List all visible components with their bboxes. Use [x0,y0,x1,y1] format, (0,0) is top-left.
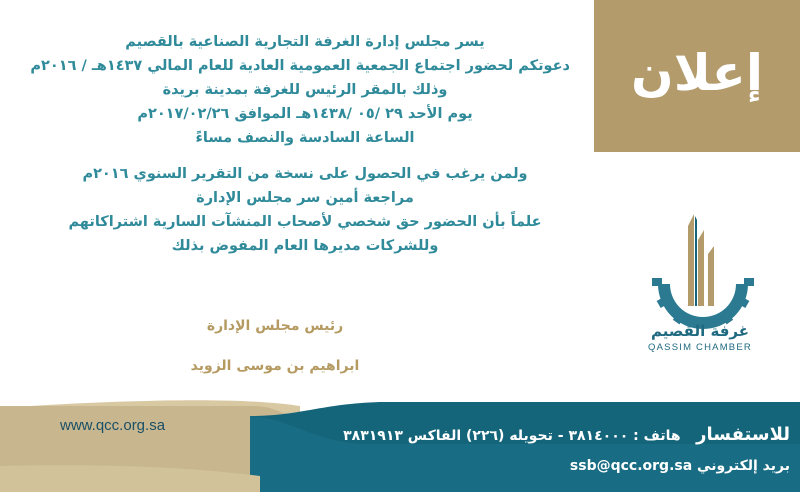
contact-phones-row [300,424,790,445]
body-line: دعوتكم لحضور اجتماع الجمعية العمومية العادية للعام المالي ١٤٣٧هـ / ٢٠١٦م [30,58,570,74]
body-line: وذلك بالمقر الرئيس للغرفة بمدينة بريدة [162,82,448,98]
body-line: يوم الأحد ٢٩ /٠٥ /١٤٣٨هـ الموافق ٢٠١٧/٠٢/٢٦م [137,106,473,122]
signature-name: ابراهيم بن موسى الزويد [190,358,360,374]
phone-numbers: هاتف : ٣٨١٤٠٠٠ - تحويله (٢٢٦) الفاكس ٣٨٣١٩١٣ [343,428,681,444]
inquiry-label: للاستفسار [696,424,790,445]
announcement-title: إعلان [631,44,763,102]
logo-english-name: QASSIM CHAMBER [648,342,752,353]
body-line: ولمن يرغب في الحصول على نسخة من التقرير السنوي ٢٠١٦م [82,166,528,182]
logo-arabic-name: غرفة القصيم [651,322,749,340]
signature-title: رئيس مجلس الإدارة [206,318,344,334]
body-line: علماً بأن الحضور حق شخصي لأصحاب المنشآت السارية اشتراكاتهم [68,214,542,230]
body-line: مراجعة أمين سر مجلس الإدارة [196,190,414,206]
body-line: وللشركات مديرها العام المفوض بذلك [171,238,439,254]
body-line: يسر مجلس إدارة الغرفة التجارية الصناعية بالقصيم [125,34,485,50]
contact-email[interactable]: بريد إلكتروني ssb@qcc.org.sa [569,458,790,474]
announcement-body [30,30,570,258]
website-link[interactable]: www.qcc.org.sa [60,417,166,434]
body-line: الساعة السادسة والنصف مساءً [195,130,415,146]
